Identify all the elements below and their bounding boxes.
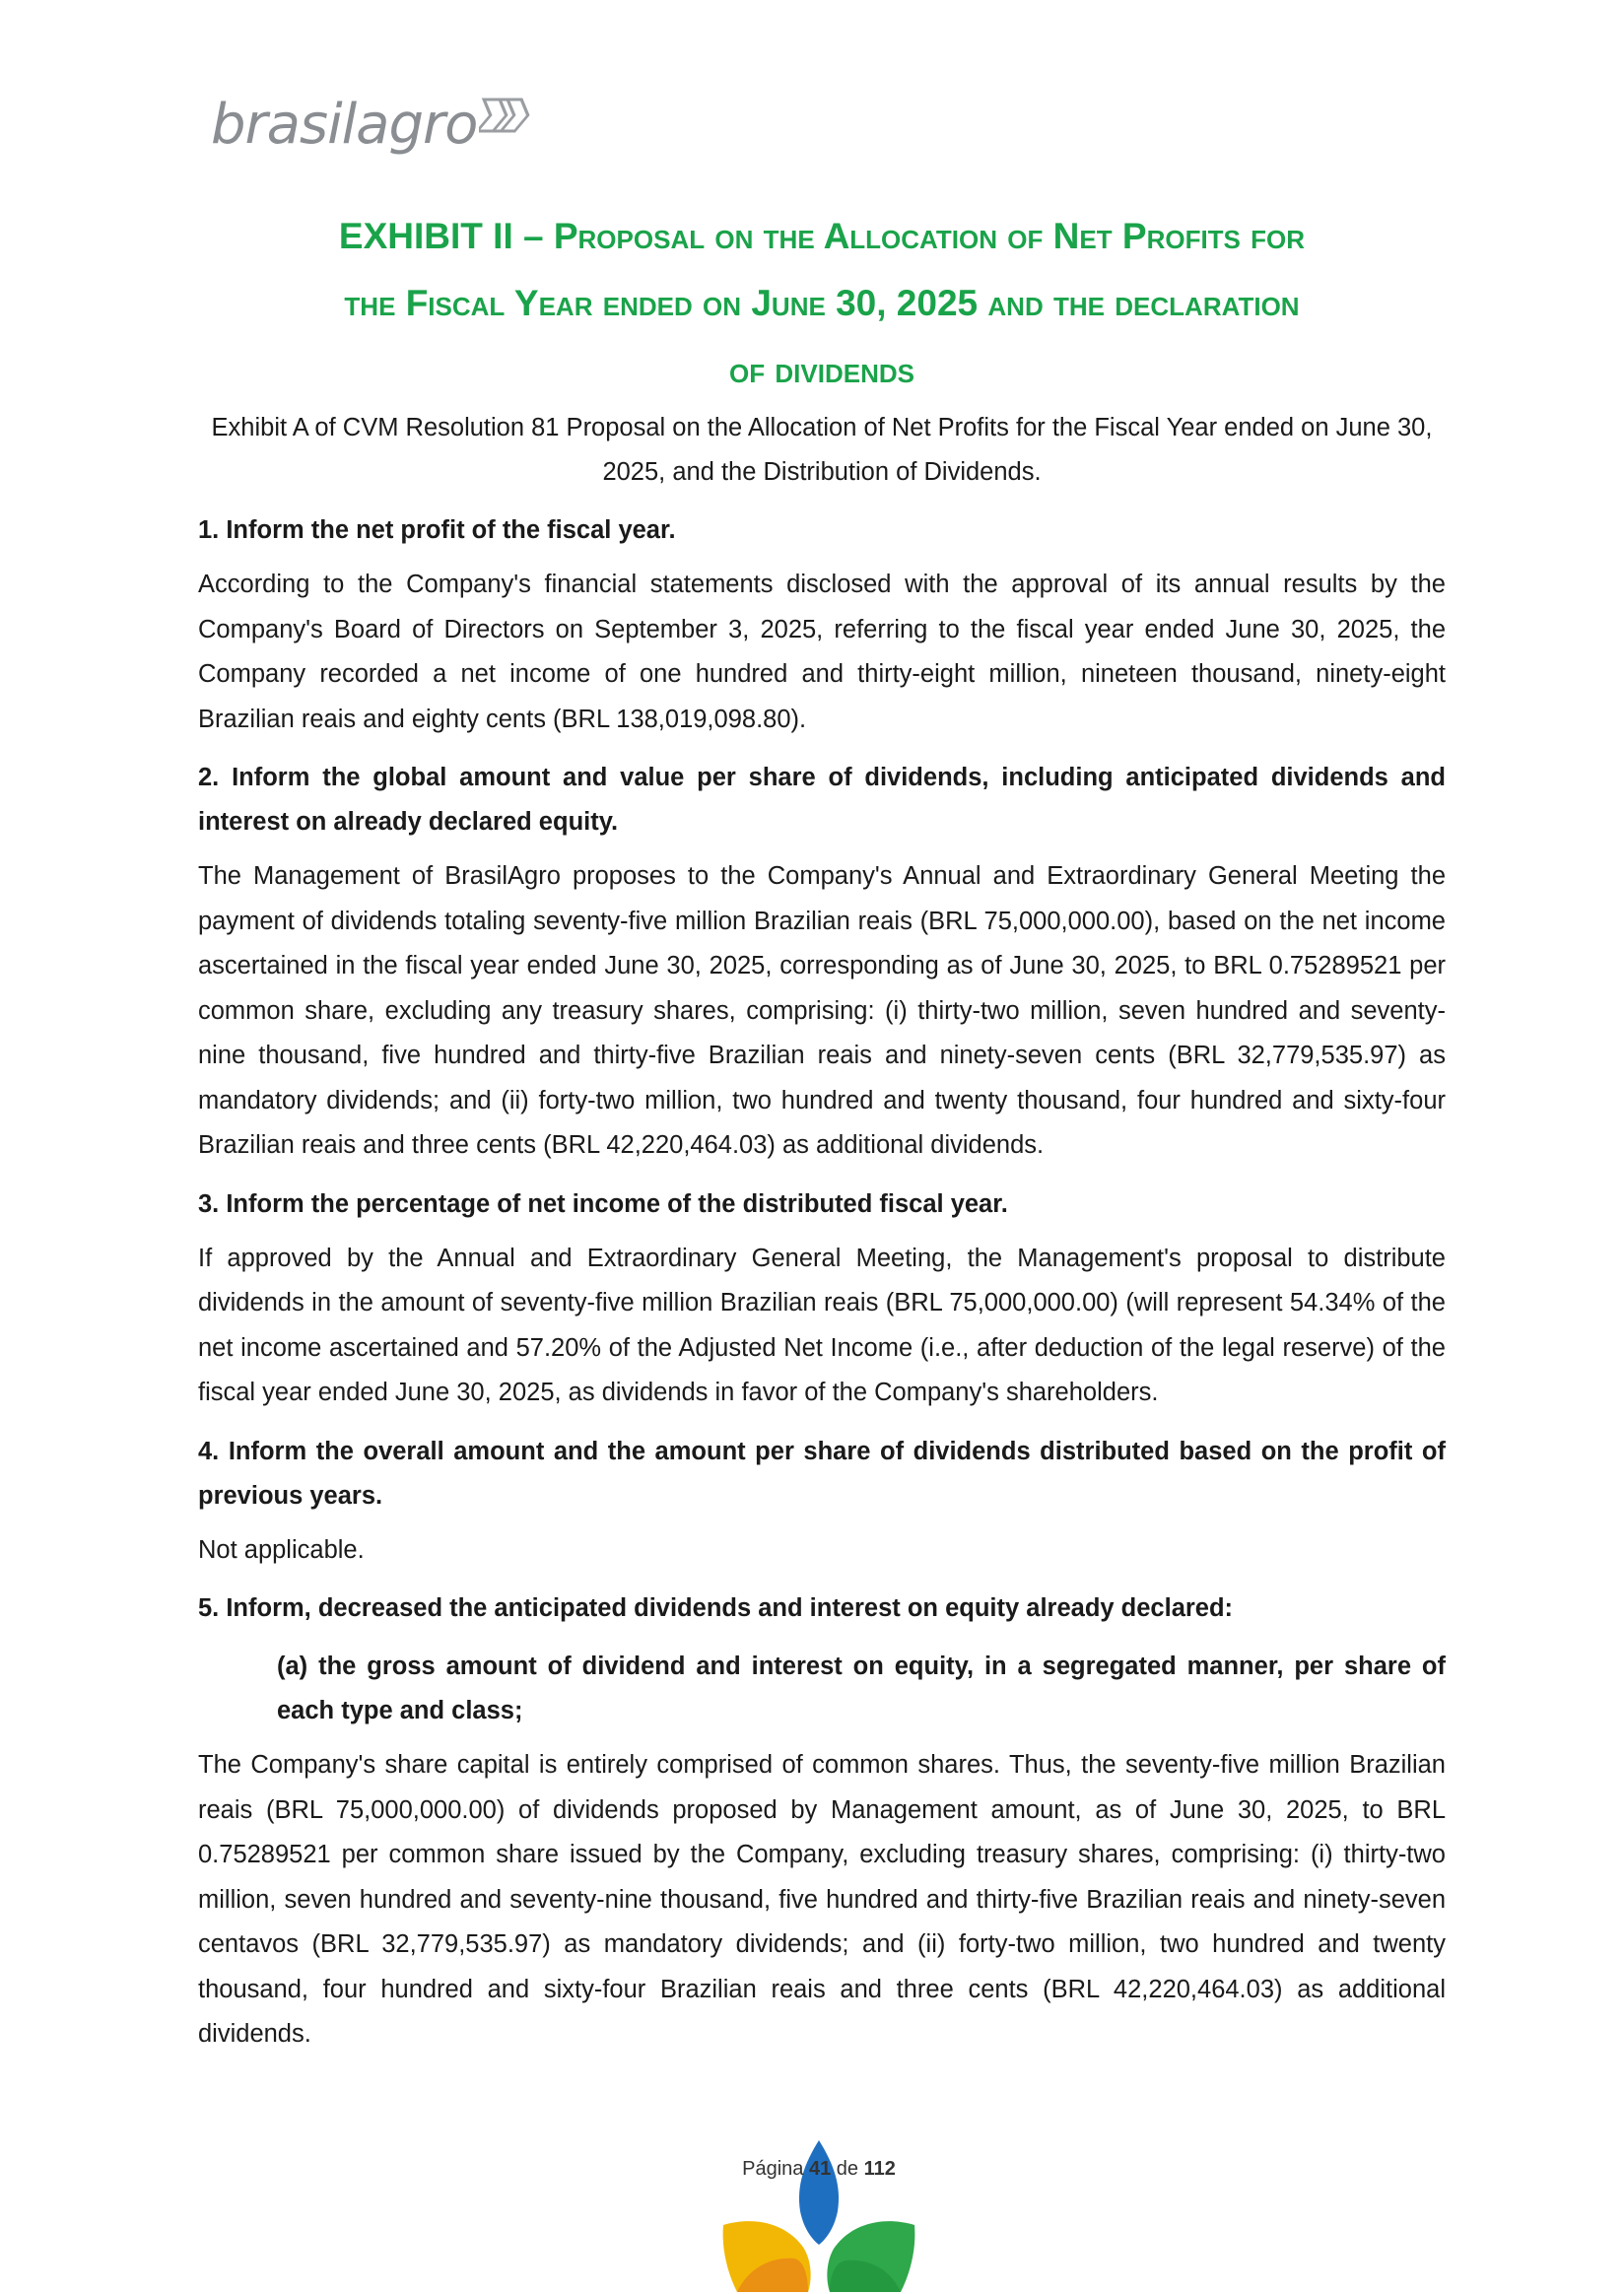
section-1-heading: 1. Inform the net profit of the fiscal year. xyxy=(198,516,676,544)
brasilagro-logo xyxy=(211,85,538,164)
of-word: de xyxy=(836,2158,859,2180)
current-page: 41 xyxy=(808,2158,832,2180)
section-5a-heading: (a) the gross amount of dividend and interest on equity, in a segregated manner, per share of each type and class; xyxy=(277,1653,1446,1724)
exhibit-title xyxy=(198,203,1446,404)
section-2-heading: 2. Inform the global amount and value per share of dividends, including anticipated dividends and interest on already declared equity. xyxy=(198,764,1446,836)
section-1-body: According to the Company's financial statements disclosed with the approval of its annual results by the Company's Board of Directors on September 3, 2025, referring to the fiscal year ended June 30, 2025, the Company recorded a net income of one hundred and thirty-eight million, nineteen thousand, ninety-eight Brazilian reais and eighty cents (BRL 138,019,098.80). xyxy=(198,571,1446,733)
chevron-arrows-icon xyxy=(479,96,538,135)
total-pages: 112 xyxy=(863,2158,896,2180)
title-line-1: EXHIBIT II – Proposal on the Allocation of Net Profits for xyxy=(338,216,1306,256)
document-body xyxy=(198,203,1446,2063)
section-4-heading: 4. Inform the overall amount and the amount per share of dividends distributed based on the profit of previous years. xyxy=(198,1437,1446,1510)
page-number-label xyxy=(717,2158,920,2181)
section-3-heading: 3. Inform the percentage of net income of the distributed fiscal year. xyxy=(198,1189,1008,1218)
title-line-2: the Fiscal Year ended on June 30, 2025 and the declaration xyxy=(344,283,1300,323)
section-3-body: If approved by the Annual and Extraordinary General Meeting, the Management's proposal to distribute dividends in the amount of seventy-five million Brazilian reais (BRL 75,000,000.00) (will represent 54.34% of the net income ascertained and 57.20% of the Adjusted Net Income (i.e., after deduction of the legal reserve) of the fiscal year ended June 30, 2025, as dividends in favor of the Company's shareholders. xyxy=(198,1244,1446,1406)
page-word: Página xyxy=(742,2158,804,2180)
page-footer xyxy=(717,2134,920,2294)
logo-wordmark: brasilagro xyxy=(211,92,478,157)
section-5-heading: 5. Inform, decreased the anticipated dividends and interest on equity already declared: xyxy=(198,1594,1234,1622)
exhibit-subtitle: Exhibit A of CVM Resolution 81 Proposal on the Allocation of Net Profits for the Fiscal Year ended on June 30, 2025, and the Distribution of Dividends. xyxy=(211,414,1433,486)
section-5-body: The Company's share capital is entirely comprised of common shares. Thus, the seventy-five million Brazilian reais (BRL 75,000,000.00) of dividends proposed by Management amount, as of June 30, 2025, to BRL 0.75289521 per common share issued by the Company, excluding treasury shares, comprising: (i) thirty-two million, seven hundred and seventy-nine thousand, five hundred and thirty-five Brazilian reais and ninety-seven centavos (BRL 32,779,535.97) as mandatory dividends; and (ii) forty-two million, two hundred and twenty thousand, four hundred and sixty-four Brazilian reais and three cents (BRL 42,220,464.03) as additional dividends. xyxy=(198,1751,1446,2048)
section-4-body: Not applicable. xyxy=(198,1535,365,1564)
section-2-body: The Management of BrasilAgro proposes to the Company's Annual and Extraordinary General Meeting the payment of dividends totaling seventy-five million Brazilian reais (BRL 75,000,000.00), based on the net income ascertained in the fiscal year ended June 30, 2025, corresponding as of June 30, 2025, to BRL 0.75289521 per common share, excluding any treasury shares, comprising: (i) thirty-two million, seven hundred and seventy-nine thousand, five hundred and thirty-five Brazilian reais and ninety-seven cents (BRL 32,779,535.97) as mandatory dividends; and (ii) forty-two million, two hundred and twenty thousand, four hundred and sixty-four Brazilian reais and three cents (BRL 42,220,464.03) as additional dividends. xyxy=(198,862,1446,1159)
title-line-3: of dividends xyxy=(729,350,914,390)
